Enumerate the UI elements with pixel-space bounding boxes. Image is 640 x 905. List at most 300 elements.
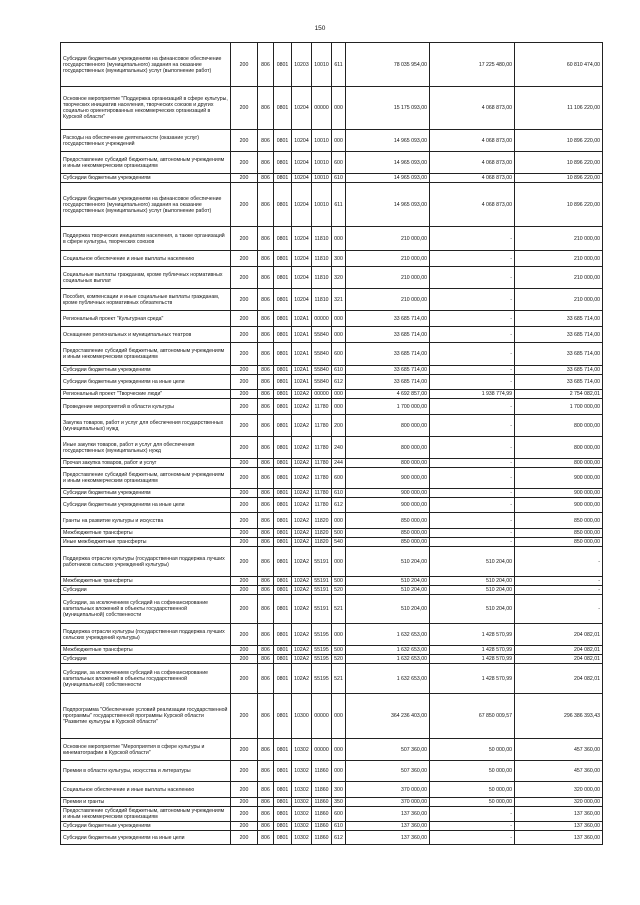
row-amount-regional: 33 685 714,00 — [515, 311, 603, 327]
row-section-code: 0801 — [274, 547, 292, 577]
row-expense-type: 500 — [332, 646, 346, 655]
row-section-code: 0801 — [274, 227, 292, 251]
row-expense-type: 611 — [332, 43, 346, 87]
row-program-code: 102A1 — [292, 327, 312, 343]
row-name: Региональный проект "Культурная среда" — [61, 311, 231, 327]
row-amount-federal: 50 000,00 — [430, 782, 515, 798]
table-row — [61, 782, 603, 798]
row-expense-type: 612 — [332, 498, 346, 513]
row-amount-total: 850 000,00 — [346, 529, 430, 538]
row-amount-federal: 4 068 873,00 — [430, 183, 515, 227]
row-dept-code: 806 — [258, 289, 274, 311]
row-program-code: 102A2 — [292, 513, 312, 529]
row-amount-total: 850 000,00 — [346, 538, 430, 547]
row-expense-type: 521 — [332, 595, 346, 624]
row-amount-federal: 50 000,00 — [430, 761, 515, 782]
row-expense-type: 244 — [332, 459, 346, 468]
row-program-code: 10302 — [292, 831, 312, 845]
row-amount-federal: 4 068 873,00 — [430, 130, 515, 152]
row-expense-type: 000 — [332, 694, 346, 739]
row-direction-code: 11810 — [312, 227, 332, 251]
row-name: Предоставление субсидий бюджетным, автономным учреждениям и иным некоммерческим организациям — [61, 468, 231, 489]
row-amount-total: 78 035 954,00 — [346, 43, 430, 87]
row-expense-type: 600 — [332, 807, 346, 822]
row-amount-regional: 210 000,00 — [515, 251, 603, 267]
row-section-code: 0801 — [274, 390, 292, 399]
row-direction-code: 11860 — [312, 807, 332, 822]
row-admin-code: 200 — [231, 664, 258, 694]
row-name: Основное мероприятие "Поддержка организаций в сфере культуры, творческих инициатив населения, творческих союзов и других социально ориентированных некоммерческих организаций в Курской области" — [61, 87, 231, 130]
row-admin-code: 200 — [231, 251, 258, 267]
row-admin-code: 200 — [231, 327, 258, 343]
table-row — [61, 798, 603, 807]
row-amount-total: 33 685 714,00 — [346, 375, 430, 390]
row-amount-federal: 1 428 570,99 — [430, 624, 515, 646]
row-amount-regional: 33 685 714,00 — [515, 366, 603, 375]
row-dept-code: 806 — [258, 547, 274, 577]
row-amount-regional: 204 082,01 — [515, 646, 603, 655]
row-expense-type: 600 — [332, 152, 346, 174]
row-section-code: 0801 — [274, 489, 292, 498]
row-name: Субсидии бюджетным учреждениям — [61, 822, 231, 831]
row-amount-total: 137 360,00 — [346, 831, 430, 845]
row-section-code: 0801 — [274, 343, 292, 366]
row-admin-code: 200 — [231, 547, 258, 577]
row-section-code: 0801 — [274, 415, 292, 437]
row-expense-type: 521 — [332, 664, 346, 694]
row-admin-code: 200 — [231, 459, 258, 468]
row-name: Межбюджетные трансферты — [61, 646, 231, 655]
row-dept-code: 806 — [258, 646, 274, 655]
row-section-code: 0801 — [274, 327, 292, 343]
row-amount-regional: 11 106 220,00 — [515, 87, 603, 130]
row-amount-federal: - — [430, 267, 515, 289]
row-dept-code: 806 — [258, 798, 274, 807]
row-admin-code: 200 — [231, 152, 258, 174]
row-amount-federal: - — [430, 227, 515, 251]
row-amount-total: 800 000,00 — [346, 437, 430, 459]
row-section-code: 0801 — [274, 822, 292, 831]
row-amount-total: 15 175 093,00 — [346, 87, 430, 130]
row-program-code: 10302 — [292, 822, 312, 831]
row-direction-code: 11780 — [312, 489, 332, 498]
row-expense-type: 600 — [332, 468, 346, 489]
row-expense-type: 300 — [332, 782, 346, 798]
row-amount-total: 370 000,00 — [346, 798, 430, 807]
row-dept-code: 806 — [258, 831, 274, 845]
row-dept-code: 806 — [258, 655, 274, 664]
row-amount-total: 14 965 093,00 — [346, 174, 430, 183]
row-program-code: 102A1 — [292, 311, 312, 327]
row-expense-type: 520 — [332, 655, 346, 664]
row-amount-regional: 137 360,00 — [515, 831, 603, 845]
row-direction-code: 11860 — [312, 761, 332, 782]
row-name: Субсидии бюджетным учреждениям на финансовое обеспечение государственного (муниципального) задания на оказание государственных (муниципальных) услуг (выполнение работ) — [61, 43, 231, 87]
row-direction-code: 55191 — [312, 595, 332, 624]
row-name: Иные межбюджетные трансферты — [61, 538, 231, 547]
row-name: Субсидии бюджетным учреждениям на иные цели — [61, 375, 231, 390]
row-amount-total: 137 360,00 — [346, 822, 430, 831]
row-amount-federal: - — [430, 529, 515, 538]
row-section-code: 0801 — [274, 267, 292, 289]
row-direction-code: 10010 — [312, 183, 332, 227]
row-name: Межбюджетные трансферты — [61, 529, 231, 538]
row-amount-federal: 67 850 009,57 — [430, 694, 515, 739]
row-direction-code: 10010 — [312, 152, 332, 174]
row-expense-type: 000 — [332, 130, 346, 152]
table-row — [61, 459, 603, 468]
row-expense-type: 611 — [332, 183, 346, 227]
row-program-code: 102A2 — [292, 646, 312, 655]
table-row — [61, 152, 603, 174]
row-name: Субсидии — [61, 655, 231, 664]
row-amount-regional: - — [515, 595, 603, 624]
table-row — [61, 43, 603, 87]
row-direction-code: 00000 — [312, 311, 332, 327]
row-amount-regional: 10 896 220,00 — [515, 174, 603, 183]
row-amount-regional: 210 000,00 — [515, 227, 603, 251]
row-admin-code: 200 — [231, 624, 258, 646]
row-name: Иные закупки товаров, работ и услуг для обеспечения государственных (муниципальных) нужд — [61, 437, 231, 459]
row-amount-regional: 850 000,00 — [515, 529, 603, 538]
row-admin-code: 200 — [231, 831, 258, 845]
row-program-code: 10204 — [292, 251, 312, 267]
row-dept-code: 806 — [258, 130, 274, 152]
row-amount-regional: 204 082,01 — [515, 624, 603, 646]
row-expense-type: 520 — [332, 586, 346, 595]
table-row — [61, 513, 603, 529]
row-section-code: 0801 — [274, 595, 292, 624]
row-name: Закупка товаров, работ и услуг для обеспечения государственных (муниципальных) нужд — [61, 415, 231, 437]
row-amount-total: 1 700 000,00 — [346, 399, 430, 415]
row-name: Субсидии — [61, 586, 231, 595]
row-admin-code: 200 — [231, 646, 258, 655]
row-direction-code: 11810 — [312, 251, 332, 267]
row-section-code: 0801 — [274, 624, 292, 646]
table-row — [61, 807, 603, 822]
row-program-code: 102A2 — [292, 437, 312, 459]
row-amount-federal: 4 068 873,00 — [430, 87, 515, 130]
row-amount-total: 800 000,00 — [346, 415, 430, 437]
row-admin-code: 200 — [231, 586, 258, 595]
table-row — [61, 489, 603, 498]
row-section-code: 0801 — [274, 130, 292, 152]
row-program-code: 10204 — [292, 130, 312, 152]
row-program-code: 102A2 — [292, 415, 312, 437]
row-amount-regional: 800 000,00 — [515, 459, 603, 468]
row-amount-regional: 137 360,00 — [515, 822, 603, 831]
table-row — [61, 586, 603, 595]
row-amount-regional: 850 000,00 — [515, 538, 603, 547]
row-dept-code: 806 — [258, 390, 274, 399]
row-expense-type: 300 — [332, 251, 346, 267]
row-amount-federal: - — [430, 251, 515, 267]
row-amount-federal: - — [430, 375, 515, 390]
row-admin-code: 200 — [231, 183, 258, 227]
row-section-code: 0801 — [274, 694, 292, 739]
row-name: Оснащение региональных и муниципальных театров — [61, 327, 231, 343]
row-expense-type: 240 — [332, 437, 346, 459]
row-dept-code: 806 — [258, 664, 274, 694]
row-section-code: 0801 — [274, 375, 292, 390]
table-row — [61, 343, 603, 366]
row-amount-regional: 33 685 714,00 — [515, 343, 603, 366]
row-expense-type: 610 — [332, 174, 346, 183]
row-amount-regional: 800 000,00 — [515, 437, 603, 459]
row-amount-total: 850 000,00 — [346, 513, 430, 529]
row-dept-code: 806 — [258, 468, 274, 489]
row-admin-code: 200 — [231, 311, 258, 327]
row-section-code: 0801 — [274, 459, 292, 468]
row-section-code: 0801 — [274, 289, 292, 311]
row-program-code: 10204 — [292, 183, 312, 227]
row-expense-type: 600 — [332, 343, 346, 366]
row-amount-federal: - — [430, 498, 515, 513]
row-name: Премии и гранты — [61, 798, 231, 807]
row-direction-code: 11820 — [312, 513, 332, 529]
table-row — [61, 366, 603, 375]
row-dept-code: 806 — [258, 152, 274, 174]
row-dept-code: 806 — [258, 227, 274, 251]
row-dept-code: 806 — [258, 694, 274, 739]
row-direction-code: 55840 — [312, 343, 332, 366]
table-row — [61, 822, 603, 831]
row-direction-code: 11810 — [312, 289, 332, 311]
page-number: 150 — [314, 25, 326, 32]
row-amount-regional: 900 000,00 — [515, 468, 603, 489]
row-amount-federal: 1 428 570,99 — [430, 664, 515, 694]
row-expense-type: 540 — [332, 538, 346, 547]
row-admin-code: 200 — [231, 798, 258, 807]
row-amount-total: 900 000,00 — [346, 468, 430, 489]
row-amount-total: 510 204,00 — [346, 577, 430, 586]
row-section-code: 0801 — [274, 366, 292, 375]
table-row — [61, 327, 603, 343]
row-dept-code: 806 — [258, 624, 274, 646]
row-amount-regional: 320 000,00 — [515, 798, 603, 807]
row-section-code: 0801 — [274, 183, 292, 227]
row-admin-code: 200 — [231, 538, 258, 547]
row-amount-total: 33 685 714,00 — [346, 327, 430, 343]
row-direction-code: 55191 — [312, 577, 332, 586]
row-expense-type: 200 — [332, 415, 346, 437]
row-amount-regional: 457 360,00 — [515, 739, 603, 761]
row-program-code: 102A2 — [292, 399, 312, 415]
table-row — [61, 664, 603, 694]
row-direction-code: 55840 — [312, 327, 332, 343]
row-amount-total: 900 000,00 — [346, 498, 430, 513]
row-amount-federal: 50 000,00 — [430, 798, 515, 807]
row-amount-total: 14 965 093,00 — [346, 130, 430, 152]
row-expense-type: 000 — [332, 547, 346, 577]
row-admin-code: 200 — [231, 174, 258, 183]
row-name: Межбюджетные трансферты — [61, 577, 231, 586]
row-amount-regional: 10 896 220,00 — [515, 152, 603, 174]
row-amount-total: 510 204,00 — [346, 586, 430, 595]
row-direction-code: 11820 — [312, 538, 332, 547]
row-dept-code: 806 — [258, 459, 274, 468]
row-amount-regional: 457 360,00 — [515, 761, 603, 782]
row-admin-code: 200 — [231, 529, 258, 538]
row-amount-federal: 17 225 480,00 — [430, 43, 515, 87]
row-program-code: 10204 — [292, 227, 312, 251]
row-program-code: 10204 — [292, 267, 312, 289]
row-name: Проведение мероприятий в области культуры — [61, 399, 231, 415]
row-amount-regional: - — [515, 586, 603, 595]
row-amount-total: 507 360,00 — [346, 739, 430, 761]
table-row — [61, 399, 603, 415]
row-expense-type: 000 — [332, 390, 346, 399]
row-amount-federal: - — [430, 468, 515, 489]
row-amount-total: 1 632 653,00 — [346, 646, 430, 655]
table-row — [61, 595, 603, 624]
row-amount-federal: 1 428 570,99 — [430, 655, 515, 664]
row-expense-type: 321 — [332, 289, 346, 311]
row-amount-federal: - — [430, 459, 515, 468]
row-amount-regional: 900 000,00 — [515, 498, 603, 513]
row-program-code: 102A1 — [292, 375, 312, 390]
row-amount-federal: 50 000,00 — [430, 739, 515, 761]
row-amount-regional: 137 360,00 — [515, 807, 603, 822]
row-dept-code: 806 — [258, 251, 274, 267]
row-section-code: 0801 — [274, 468, 292, 489]
row-section-code: 0801 — [274, 529, 292, 538]
row-dept-code: 806 — [258, 739, 274, 761]
row-expense-type: 000 — [332, 761, 346, 782]
row-program-code: 10204 — [292, 289, 312, 311]
table-row — [61, 468, 603, 489]
row-admin-code: 200 — [231, 267, 258, 289]
row-program-code: 102A1 — [292, 343, 312, 366]
row-amount-federal: - — [430, 343, 515, 366]
row-dept-code: 806 — [258, 595, 274, 624]
row-amount-regional: - — [515, 577, 603, 586]
row-admin-code: 200 — [231, 739, 258, 761]
row-dept-code: 806 — [258, 586, 274, 595]
row-section-code: 0801 — [274, 538, 292, 547]
row-admin-code: 200 — [231, 807, 258, 822]
row-name: Субсидии, за исключением субсидий на софинансирование капитальных вложений в объекты государственной (муниципальной) собственности — [61, 595, 231, 624]
row-program-code: 102A2 — [292, 459, 312, 468]
row-amount-regional: 33 685 714,00 — [515, 375, 603, 390]
row-amount-federal: - — [430, 831, 515, 845]
row-name: Субсидии бюджетным учреждениям на иные цели — [61, 831, 231, 845]
table-row — [61, 655, 603, 664]
row-section-code: 0801 — [274, 43, 292, 87]
row-program-code: 10203 — [292, 43, 312, 87]
row-direction-code: 10010 — [312, 174, 332, 183]
table-row — [61, 547, 603, 577]
table-row — [61, 227, 603, 251]
row-amount-regional: 1 700 000,00 — [515, 399, 603, 415]
row-section-code: 0801 — [274, 646, 292, 655]
row-admin-code: 200 — [231, 577, 258, 586]
row-dept-code: 806 — [258, 43, 274, 87]
row-amount-total: 14 965 093,00 — [346, 183, 430, 227]
budget-table — [60, 42, 603, 845]
row-amount-regional: 320 000,00 — [515, 782, 603, 798]
row-expense-type: 000 — [332, 399, 346, 415]
row-program-code: 102A2 — [292, 538, 312, 547]
row-amount-total: 510 204,00 — [346, 547, 430, 577]
row-expense-type: 612 — [332, 831, 346, 845]
row-amount-total: 137 360,00 — [346, 807, 430, 822]
row-direction-code: 55191 — [312, 547, 332, 577]
row-admin-code: 200 — [231, 43, 258, 87]
row-amount-federal: - — [430, 489, 515, 498]
row-section-code: 0801 — [274, 251, 292, 267]
row-amount-total: 800 000,00 — [346, 459, 430, 468]
row-section-code: 0801 — [274, 761, 292, 782]
row-expense-type: 000 — [332, 327, 346, 343]
row-dept-code: 806 — [258, 513, 274, 529]
row-program-code: 102A2 — [292, 624, 312, 646]
row-expense-type: 610 — [332, 366, 346, 375]
table-row — [61, 646, 603, 655]
row-amount-federal: - — [430, 311, 515, 327]
row-direction-code: 11780 — [312, 399, 332, 415]
row-amount-federal: 510 204,00 — [430, 595, 515, 624]
row-program-code: 102A2 — [292, 390, 312, 399]
row-name: Субсидии бюджетным учреждениям — [61, 366, 231, 375]
row-amount-regional: 296 386 393,43 — [515, 694, 603, 739]
row-name: Гранты на развитие культуры и искусства — [61, 513, 231, 529]
row-amount-total: 900 000,00 — [346, 489, 430, 498]
row-amount-regional: 204 082,01 — [515, 655, 603, 664]
row-name: Региональный проект "Творческие люди" — [61, 390, 231, 399]
row-amount-federal: - — [430, 822, 515, 831]
row-amount-total: 364 236 403,00 — [346, 694, 430, 739]
row-amount-federal: - — [430, 807, 515, 822]
row-direction-code: 55840 — [312, 375, 332, 390]
row-program-code: 10302 — [292, 761, 312, 782]
row-program-code: 102A2 — [292, 655, 312, 664]
row-dept-code: 806 — [258, 498, 274, 513]
row-direction-code: 00000 — [312, 694, 332, 739]
row-admin-code: 200 — [231, 390, 258, 399]
row-dept-code: 806 — [258, 822, 274, 831]
row-direction-code: 55840 — [312, 366, 332, 375]
row-section-code: 0801 — [274, 399, 292, 415]
row-program-code: 102A2 — [292, 595, 312, 624]
row-direction-code: 11820 — [312, 529, 332, 538]
row-dept-code: 806 — [258, 87, 274, 130]
row-amount-regional: 800 000,00 — [515, 415, 603, 437]
row-amount-federal: 4 068 873,00 — [430, 152, 515, 174]
row-expense-type: 320 — [332, 267, 346, 289]
row-expense-type: 000 — [332, 87, 346, 130]
row-expense-type: 000 — [332, 227, 346, 251]
row-direction-code: 11780 — [312, 415, 332, 437]
row-program-code: 10204 — [292, 87, 312, 130]
row-section-code: 0801 — [274, 739, 292, 761]
row-amount-federal: - — [430, 327, 515, 343]
row-section-code: 0801 — [274, 577, 292, 586]
row-section-code: 0801 — [274, 152, 292, 174]
row-expense-type: 350 — [332, 798, 346, 807]
row-name: Субсидии бюджетным учреждениям на финансовое обеспечение государственного (муниципального) задания на оказание государственных (муниципальных) услуг (выполнение работ) — [61, 183, 231, 227]
row-program-code: 102A2 — [292, 529, 312, 538]
row-amount-total: 33 685 714,00 — [346, 343, 430, 366]
row-amount-total: 33 685 714,00 — [346, 311, 430, 327]
row-direction-code: 10010 — [312, 130, 332, 152]
row-program-code: 10302 — [292, 798, 312, 807]
table-row — [61, 390, 603, 399]
row-expense-type: 000 — [332, 311, 346, 327]
row-admin-code: 200 — [231, 655, 258, 664]
row-section-code: 0801 — [274, 513, 292, 529]
row-dept-code: 806 — [258, 375, 274, 390]
